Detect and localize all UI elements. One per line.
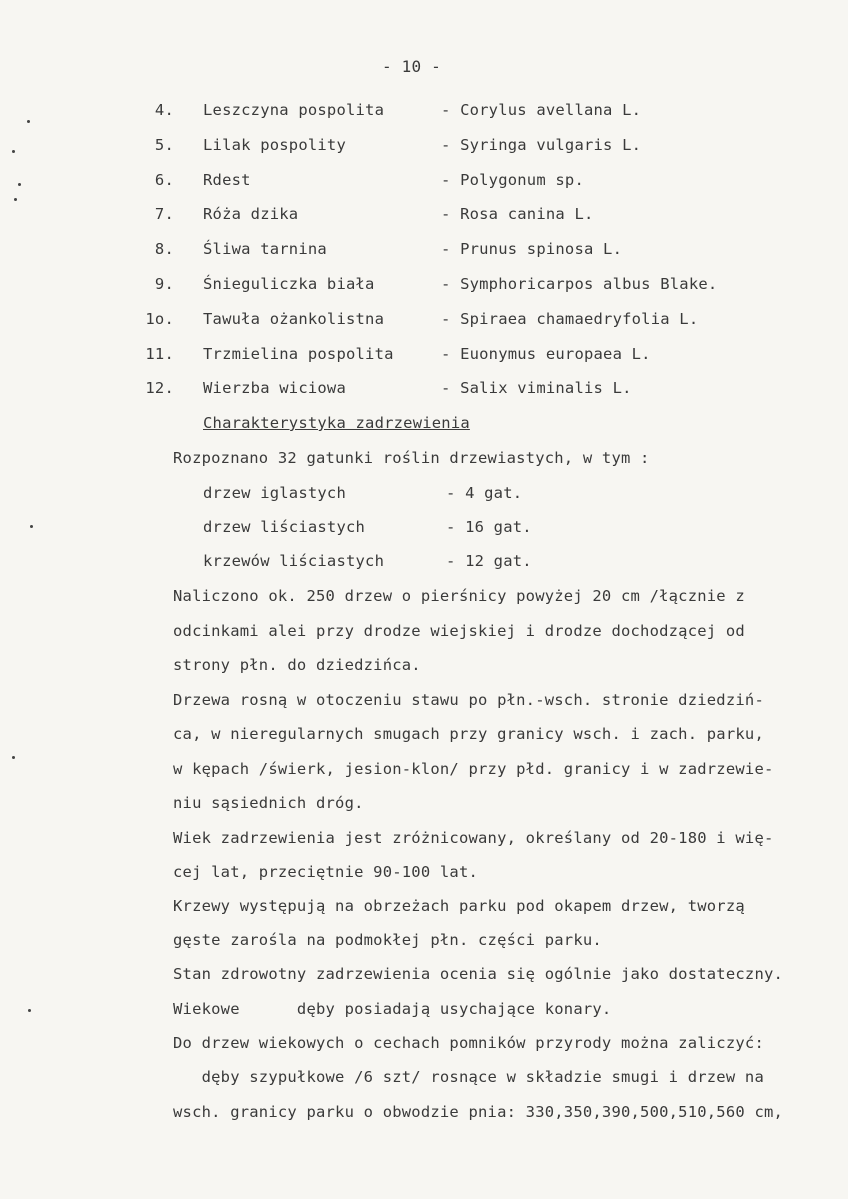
latin-name: - Salix viminalis L. bbox=[441, 379, 632, 397]
latin-name: - Rosa canina L. bbox=[441, 205, 594, 223]
category-label: drzew liściastych bbox=[203, 518, 366, 536]
text-line: Naliczono ok. 250 drzew o pierśnicy powyżej 20 cm /łącznie z bbox=[173, 587, 745, 605]
scan-speck bbox=[18, 183, 21, 186]
scan-speck bbox=[30, 525, 33, 528]
item-number: 7. bbox=[154, 205, 174, 223]
text-line: Wiek zadrzewienia jest zróżnicowany, określany od 20-180 i wię- bbox=[173, 829, 774, 847]
item-number: 1o. bbox=[145, 310, 174, 328]
polish-name: Lilak pospolity bbox=[203, 136, 346, 154]
item-number: 11. bbox=[145, 345, 174, 363]
page-number: - 10 - bbox=[382, 57, 441, 76]
text-line: gęste zarośla na podmokłej płn. części parku. bbox=[173, 931, 602, 949]
text-line: Stan zdrowotny zadrzewienia ocenia się ogólnie jako dostateczny. bbox=[173, 965, 784, 983]
polish-name: Wierzba wiciowa bbox=[203, 379, 346, 397]
polish-name: Śnieguliczka biała bbox=[203, 275, 375, 293]
scan-speck bbox=[12, 150, 15, 153]
latin-name: - Corylus avellana L. bbox=[441, 101, 642, 119]
polish-name: Tawuła ożankolistna bbox=[203, 310, 385, 328]
latin-name: - Syringa vulgaris L. bbox=[441, 136, 642, 154]
scan-speck bbox=[14, 198, 17, 201]
latin-name: - Symphoricarpos albus Blake. bbox=[441, 275, 718, 293]
text-line: Wiekowe dęby posiadają usychające konary. bbox=[173, 1000, 612, 1018]
category-label: drzew iglastych bbox=[203, 484, 346, 502]
item-number: 4. bbox=[154, 101, 174, 119]
text-line: niu sąsiednich dróg. bbox=[173, 794, 364, 812]
category-value: - 16 gat. bbox=[446, 518, 532, 536]
text-line: odcinkami alei przy drodze wiejskiej i drodze dochodzącej od bbox=[173, 622, 745, 640]
polish-name: Róża dzika bbox=[203, 205, 299, 223]
latin-name: - Prunus spinosa L. bbox=[441, 240, 623, 258]
text-line: strony płn. do dziedzińca. bbox=[173, 656, 421, 674]
item-number: 6. bbox=[154, 171, 174, 189]
text-line: Krzewy występują na obrzeżach parku pod okapem drzew, tworzą bbox=[173, 897, 745, 915]
polish-name: Rdest bbox=[203, 171, 251, 189]
scan-speck bbox=[27, 120, 30, 123]
category-label: krzewów liściastych bbox=[203, 552, 385, 570]
text-line: Do drzew wiekowych o cechach pomników przyrody można zaliczyć: bbox=[173, 1034, 764, 1052]
latin-name: - Polygonum sp. bbox=[441, 171, 584, 189]
item-number: 9. bbox=[154, 275, 174, 293]
text-line: wsch. granicy parku o obwodzie pnia: 330,350,390,500,510,560 cm, bbox=[173, 1103, 784, 1121]
latin-name: - Euonymus europaea L. bbox=[441, 345, 651, 363]
polish-name: Trzmielina pospolita bbox=[203, 345, 394, 363]
scan-speck bbox=[28, 1009, 31, 1012]
item-number: 8. bbox=[154, 240, 174, 258]
polish-name: Śliwa tarnina bbox=[203, 240, 327, 258]
text-line: ca, w nieregularnych smugach przy granicy wsch. i zach. parku, bbox=[173, 725, 764, 743]
item-number: 12. bbox=[145, 379, 174, 397]
text-line: w kępach /świerk, jesion-klon/ przy płd. granicy i w zadrzewie- bbox=[173, 760, 774, 778]
text-line: cej lat, przeciętnie 90-100 lat. bbox=[173, 863, 479, 881]
latin-name: - Spiraea chamaedryfolia L. bbox=[441, 310, 699, 328]
text-line: dęby szypułkowe /6 szt/ rosnące w składzie smugi i drzew na bbox=[173, 1068, 764, 1086]
intro-line: Rozpoznano 32 gatunki roślin drzewiastych, w tym : bbox=[173, 449, 650, 467]
text-line: Drzewa rosną w otoczeniu stawu po płn.-wsch. stronie dziedziń- bbox=[173, 691, 764, 709]
scan-speck bbox=[12, 756, 15, 759]
category-value: - 12 gat. bbox=[446, 552, 532, 570]
item-number: 5. bbox=[154, 136, 174, 154]
polish-name: Leszczyna pospolita bbox=[203, 101, 385, 119]
section-heading: Charakterystyka zadrzewienia bbox=[203, 414, 470, 432]
category-value: - 4 gat. bbox=[446, 484, 523, 502]
